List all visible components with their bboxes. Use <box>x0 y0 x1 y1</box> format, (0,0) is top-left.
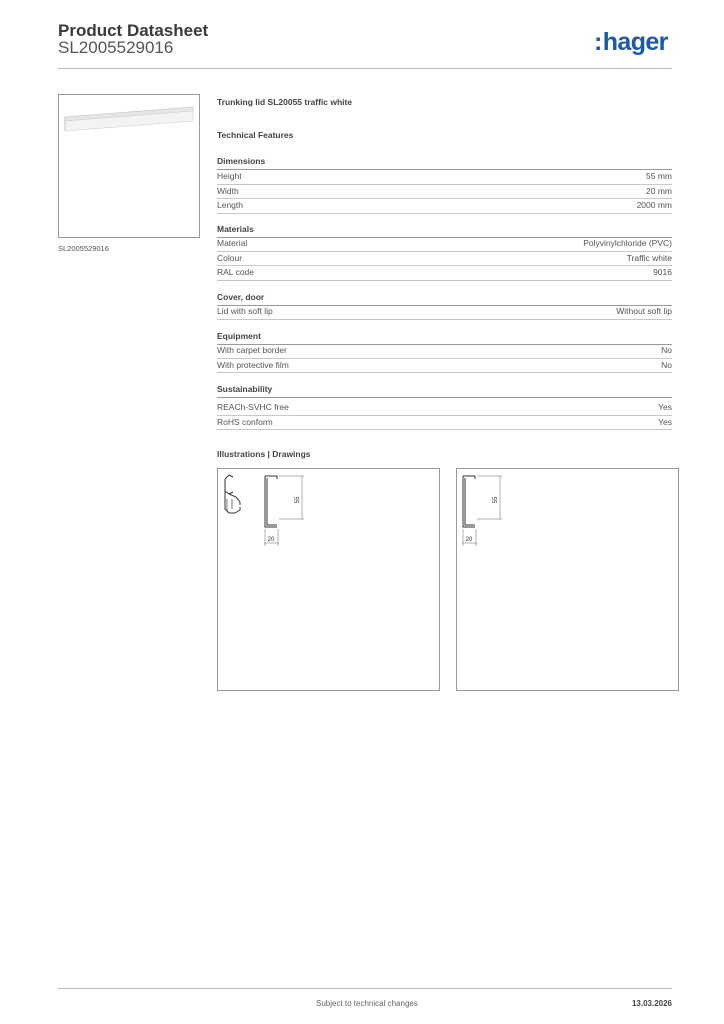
spec-label: Material <box>217 238 248 248</box>
spec-label: Height <box>217 171 242 181</box>
spec-value: Yes <box>658 402 672 412</box>
product-image-caption: SL2005529016 <box>58 244 109 253</box>
spec-value: Without soft lip <box>616 306 672 316</box>
spec-label: RoHS conform <box>217 416 273 427</box>
spec-row-rohs <box>217 416 672 431</box>
spec-row-length <box>217 199 672 214</box>
technical-features-heading: Technical Features <box>217 130 294 140</box>
spec-value: 20 mm <box>646 185 672 196</box>
trunking-lid-illustration <box>59 95 199 237</box>
spec-label: RAL code <box>217 267 255 277</box>
spec-row-soft-lip <box>217 305 672 320</box>
hager-logo: :hager <box>594 28 668 56</box>
spec-value: 9016 <box>653 267 672 277</box>
cover-door-heading: Cover, door <box>217 292 672 306</box>
technical-drawing-1 <box>217 468 440 691</box>
spec-label: Colour <box>217 252 243 263</box>
spec-row-reach <box>217 401 672 416</box>
spec-row-material <box>217 237 672 252</box>
footer-note: Subject to technical changes <box>316 999 418 1008</box>
drawing-1-svg <box>218 469 439 690</box>
spec-label: Lid with soft lip <box>217 306 273 316</box>
spec-value: No <box>661 345 672 355</box>
drawing-2-width-label: 20 <box>465 537 473 543</box>
product-image <box>58 94 200 238</box>
drawing-2-svg <box>457 469 678 690</box>
spec-label: With protective film <box>217 359 289 370</box>
footer-date: 13.03.2026 <box>631 999 672 1008</box>
footer-divider <box>58 988 672 989</box>
spec-label: Width <box>217 185 239 196</box>
spec-value: Traffic white <box>626 252 672 263</box>
spec-label: With carpet border <box>217 345 287 355</box>
spec-row-ral-code <box>217 266 672 281</box>
spec-label: REACh-SVHC free <box>217 402 289 412</box>
spec-row-colour <box>217 252 672 267</box>
spec-label: Length <box>217 200 243 210</box>
header-divider <box>58 68 672 69</box>
page-title: Product Datasheet <box>58 21 209 40</box>
illustrations-heading: Illustrations | Drawings <box>217 449 311 459</box>
spec-row-protective-film <box>217 359 672 374</box>
product-name: Trunking lid SL20055 traffic white <box>217 97 353 107</box>
spec-row-width <box>217 185 672 200</box>
spec-value: 2000 mm <box>636 200 672 210</box>
sustainability-heading: Sustainability <box>217 384 672 398</box>
dimensions-heading: Dimensions <box>217 156 672 170</box>
spec-value: Polyvinylchloride (PVC) <box>583 238 672 248</box>
article-number: SL2005529016 <box>58 38 174 57</box>
spec-row-height <box>217 170 672 185</box>
technical-drawing-2 <box>456 468 679 691</box>
equipment-heading: Equipment <box>217 331 672 345</box>
spec-value: No <box>661 359 672 370</box>
logo-text: hager <box>602 28 668 56</box>
spec-row-carpet-border <box>217 344 672 359</box>
materials-heading: Materials <box>217 224 672 238</box>
drawing-2-height-label: 55 <box>493 496 499 504</box>
drawing-1-width-label: 20 <box>267 537 275 543</box>
spec-value: Yes <box>658 416 672 427</box>
spec-value: 55 mm <box>646 171 672 181</box>
drawing-1-height-label: 55 <box>295 496 301 504</box>
